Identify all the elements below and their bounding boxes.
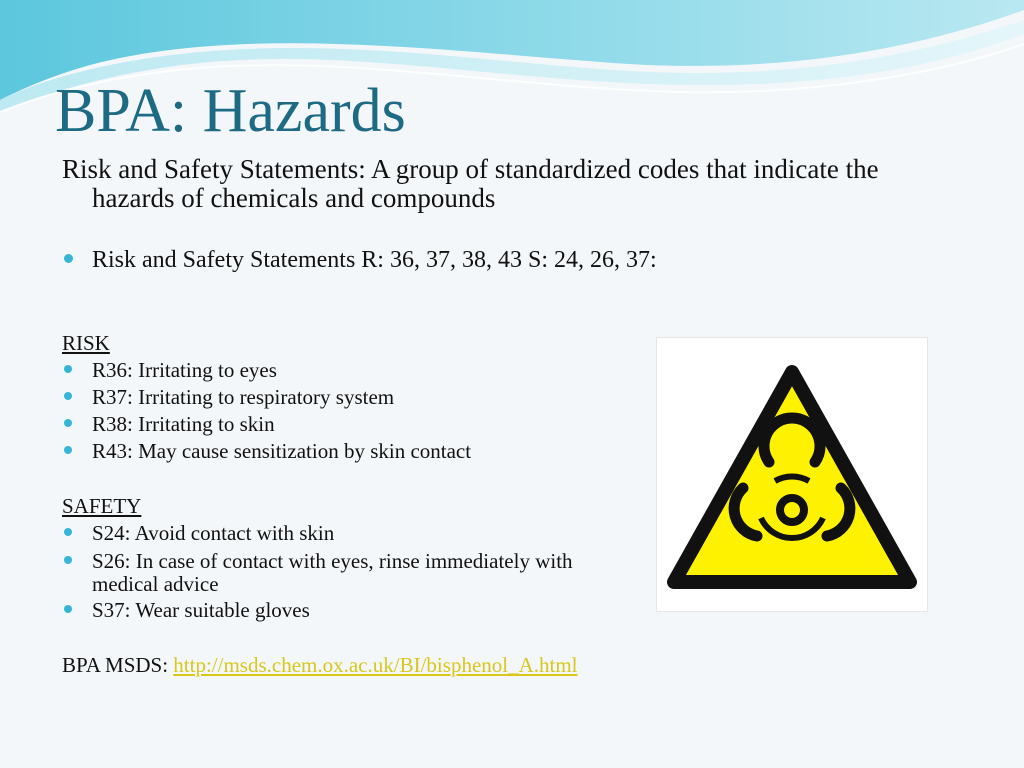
bullet-dot-icon [64,365,72,373]
list-item [62,413,275,436]
bullet-dot-icon [64,446,72,454]
list-item [62,599,310,622]
safety-heading: SAFETY [62,494,142,518]
safety-item-text: S24: Avoid contact with skin [92,521,335,545]
bullet-dot-icon [64,392,72,400]
list-item [62,522,334,545]
bullet-dot-icon [64,605,72,613]
risk-item-text: R37: Irritating to respiratory system [92,385,395,409]
intro-text: Risk and Safety Statements: A group of standardized codes that indicate the hazards of chemicals and compounds [62,154,879,213]
biohazard-image [656,337,928,612]
safety-item-text: S26: In case of contact with eyes, rinse immediately with [92,549,573,573]
list-item [62,550,573,596]
bullet-dot-icon [64,556,72,564]
risk-item-text: R38: Irritating to skin [92,412,275,436]
list-item [62,359,277,382]
msds-reference [62,653,578,678]
msds-link[interactable]: http://msds.chem.ox.ac.uk/BI/bisphenol_A.html [173,653,578,677]
list-item [62,386,394,409]
safety-item-text: S37: Wear suitable gloves [92,598,310,622]
main-bullet [62,247,657,273]
list-item [62,440,471,463]
bullet-dot-icon [64,528,72,536]
slide-title: BPA: Hazards [55,77,406,145]
risk-heading: RISK [62,331,110,355]
bullet-dot-icon [64,254,73,263]
biohazard-warning-icon [657,338,927,611]
risk-item-text: R43: May cause sensitization by skin contact [92,439,472,463]
main-bullet-text: Risk and Safety Statements R: 36, 37, 38, 43 S: 24, 26, 37: [92,247,657,273]
risk-item-text: R36: Irritating to eyes [92,358,277,382]
msds-label: BPA MSDS: [62,653,169,677]
bullet-dot-icon [64,419,72,427]
safety-item-continuation: medical advice [92,572,219,596]
